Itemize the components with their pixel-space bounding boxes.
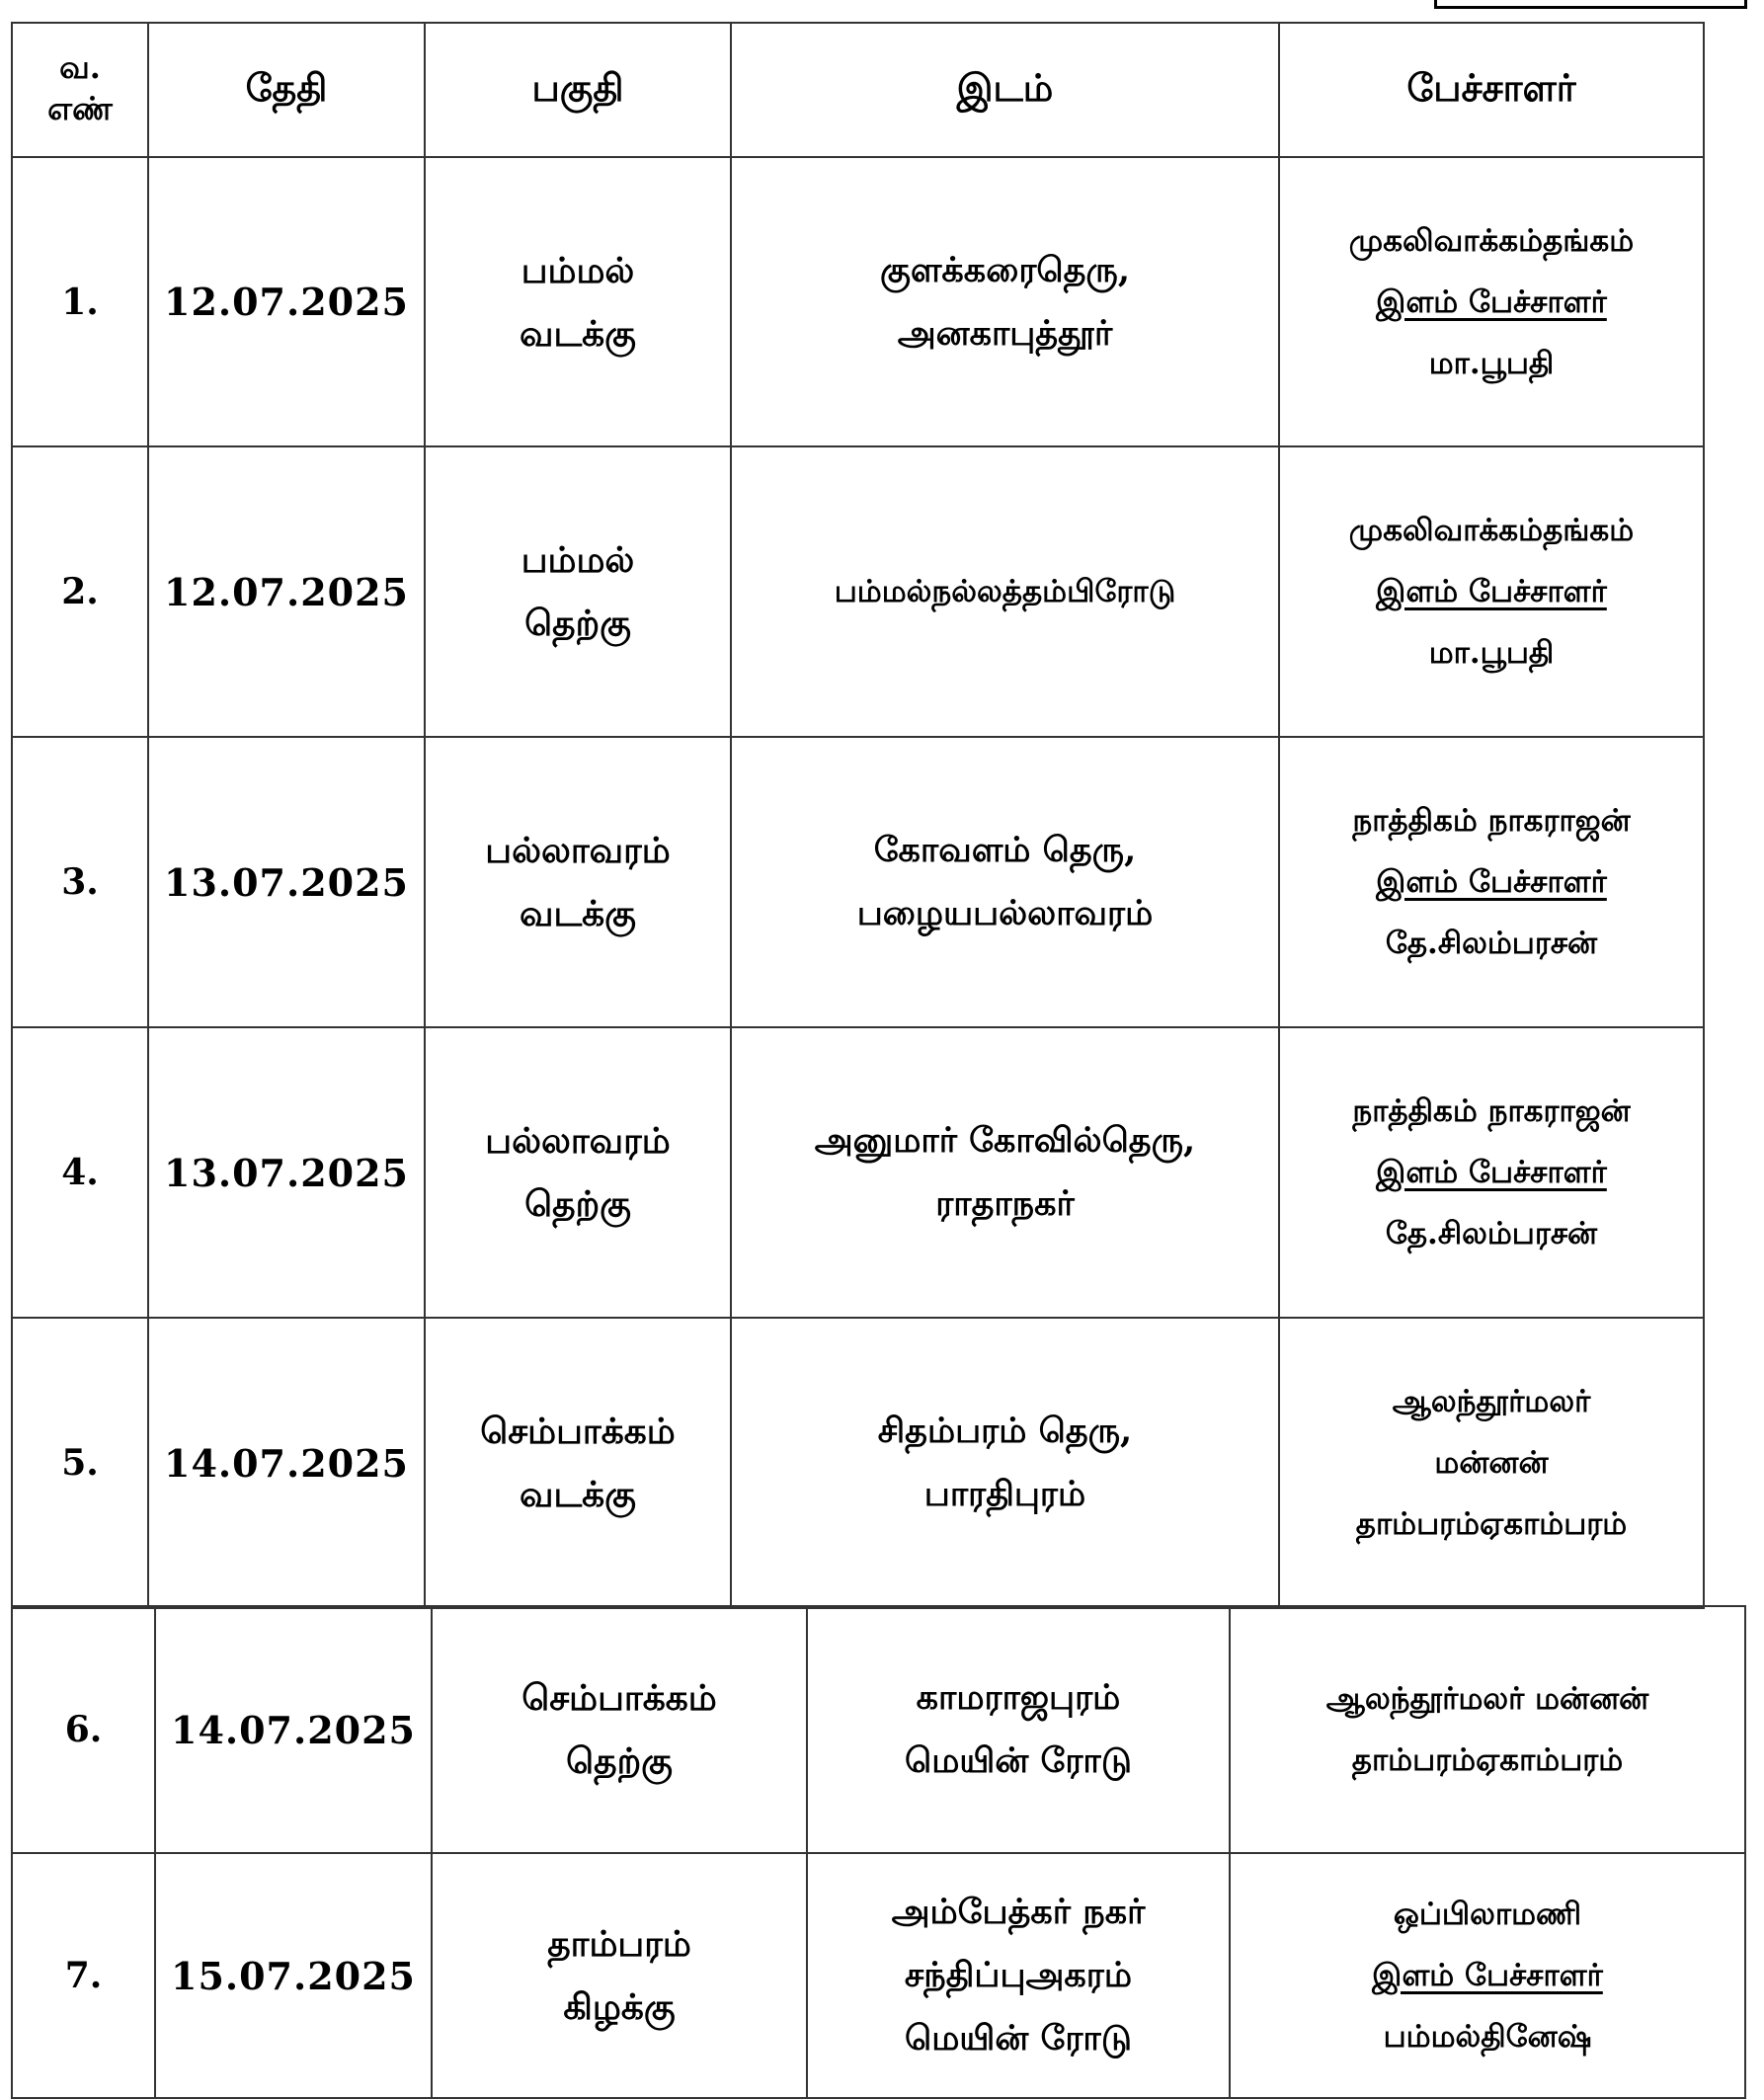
table-row	[12, 1027, 1704, 1318]
row-speakers	[1230, 1606, 1745, 1853]
area-line: வடக்கு	[520, 1474, 636, 1515]
row-area	[425, 1027, 731, 1318]
row-place	[731, 157, 1279, 446]
area-line: செம்பாக்கம்	[480, 1411, 676, 1452]
area-line: கிழக்கு	[563, 1986, 676, 2028]
header-serial-line-1: வ.	[59, 48, 101, 86]
row-number: 2.	[12, 446, 148, 737]
table-row	[12, 446, 1704, 737]
row-number: 5.	[12, 1318, 148, 1608]
place-line: சந்திப்புஅகரம்	[904, 1955, 1133, 1995]
row-area	[425, 446, 731, 737]
area-line: பல்லாவரம்	[485, 830, 671, 871]
row-place	[731, 1318, 1279, 1608]
row-date: 14.07.2025	[148, 1318, 425, 1608]
table-row	[12, 1318, 1704, 1608]
row-number: 3.	[12, 737, 148, 1027]
header-date: தேதி	[148, 23, 425, 157]
area-line: தாம்பரம்	[547, 1923, 691, 1965]
table-row	[12, 1853, 1745, 2098]
top-right-box	[1434, 0, 1747, 9]
row-area	[425, 1318, 731, 1608]
place-line: அனகாபுத்தூர்	[897, 312, 1113, 354]
speaker-line: நாத்திகம் நாகராஜன்	[1352, 803, 1631, 839]
row-speakers	[1230, 1853, 1745, 2098]
row-place	[807, 1606, 1230, 1853]
area-line: பம்மல்	[521, 249, 635, 291]
area-line: வடக்கு	[520, 893, 636, 934]
schedule-table-upper	[11, 22, 1705, 1609]
header-row	[12, 23, 1704, 157]
row-place	[731, 1027, 1279, 1318]
place-line: குளக்கரைதெரு,	[879, 249, 1131, 290]
speaker-line: மா.பூபதி	[1428, 635, 1555, 671]
speaker-line: ஒப்பிலாமணி	[1393, 1897, 1582, 1932]
speaker-line: முகலிவாக்கம்தங்கம்	[1348, 513, 1635, 548]
row-place	[731, 737, 1279, 1027]
schedule-table-lower	[11, 1605, 1746, 2099]
row-number: 7.	[12, 1853, 155, 2098]
row-area	[425, 737, 731, 1027]
speaker-line: தே.சிலம்பரசன்	[1385, 1216, 1598, 1252]
header-serial	[12, 23, 148, 157]
row-date: 13.07.2025	[148, 1027, 425, 1318]
place-line: சிதம்பரம் தெரு,	[877, 1411, 1133, 1451]
row-area	[432, 1853, 807, 2098]
area-line: பம்மல்	[521, 539, 635, 581]
place-line: மெயின் ரோடு	[905, 2018, 1132, 2059]
row-speakers	[1279, 1318, 1704, 1608]
place-line: பாரதிபுரம்	[923, 1474, 1086, 1514]
place-line: கோவளம் தெரு,	[873, 830, 1137, 870]
place-line: பம்மல்நல்லத்தம்பிரோடு	[834, 574, 1176, 609]
speaker-role: இளம் பேச்சாளர்	[1376, 1155, 1607, 1190]
table-row	[12, 737, 1704, 1027]
speaker-role: இளம் பேச்சாளர்	[1376, 574, 1607, 609]
speaker-line: தே.சிலம்பரசன்	[1385, 926, 1598, 961]
area-line: தெற்கு	[566, 1740, 673, 1782]
area-line: வடக்கு	[520, 312, 636, 355]
table-row	[12, 1606, 1745, 1853]
row-speakers	[1279, 446, 1704, 737]
row-number: 4.	[12, 1027, 148, 1318]
speaker-line: நாத்திகம் நாகராஜன்	[1352, 1093, 1631, 1129]
speaker-line: தாம்பரம்ஏகாம்பரம்	[1351, 1742, 1624, 1778]
row-area	[425, 157, 731, 446]
speaker-line: மா.பூபதி	[1428, 345, 1555, 381]
table-row	[12, 157, 1704, 446]
row-date: 14.07.2025	[155, 1606, 432, 1853]
speaker-line: மன்னன்	[1434, 1445, 1549, 1481]
area-line: பல்லாவரம்	[485, 1120, 671, 1162]
speaker-line: ஆலந்தூர்மலர்	[1392, 1384, 1591, 1419]
speaker-line: பம்மல்தினேஷ்	[1383, 2019, 1592, 2055]
header-area: பகுதி	[425, 23, 731, 157]
speaker-role: இளம் பேச்சாளர்	[1376, 283, 1607, 320]
speaker-line: முகலிவாக்கம்தங்கம்	[1348, 222, 1635, 259]
area-line: செம்பாக்கம்	[521, 1677, 717, 1719]
row-date: 12.07.2025	[148, 157, 425, 446]
speaker-role: இளம் பேச்சாளர்	[1376, 864, 1607, 900]
place-line: பழையபல்லாவரம்	[856, 893, 1154, 933]
area-line: தெற்கு	[524, 1183, 631, 1225]
row-date: 15.07.2025	[155, 1853, 432, 2098]
place-line: அனுமார் கோவில்தெரு,	[814, 1120, 1196, 1161]
row-speakers	[1279, 1027, 1704, 1318]
row-number: 1.	[12, 157, 148, 446]
header-place: இடம்	[731, 23, 1279, 157]
row-number: 6.	[12, 1606, 155, 1853]
header-speaker: பேச்சாளர்	[1279, 23, 1704, 157]
place-line: மெயின் ரோடு	[905, 1740, 1132, 1781]
speaker-line: ஆலந்தூர்மலர் மன்னன்	[1325, 1681, 1649, 1717]
speaker-line: தாம்பரம்ஏகாம்பரம்	[1355, 1506, 1628, 1542]
speaker-role: இளம் பேச்சாளர்	[1372, 1958, 1603, 1993]
row-place	[807, 1853, 1230, 2098]
row-speakers	[1279, 737, 1704, 1027]
row-place	[731, 446, 1279, 737]
header-serial-line-2: எண்	[47, 90, 113, 127]
place-line: காமராஜபுரம்	[916, 1677, 1121, 1718]
row-date: 12.07.2025	[148, 446, 425, 737]
area-line: தெற்கு	[524, 603, 631, 644]
place-line: அம்பேத்கர் நகர்	[891, 1892, 1146, 1932]
row-speakers	[1279, 157, 1704, 446]
row-area	[432, 1606, 807, 1853]
place-line: ராதாநகர்	[935, 1183, 1075, 1224]
row-date: 13.07.2025	[148, 737, 425, 1027]
